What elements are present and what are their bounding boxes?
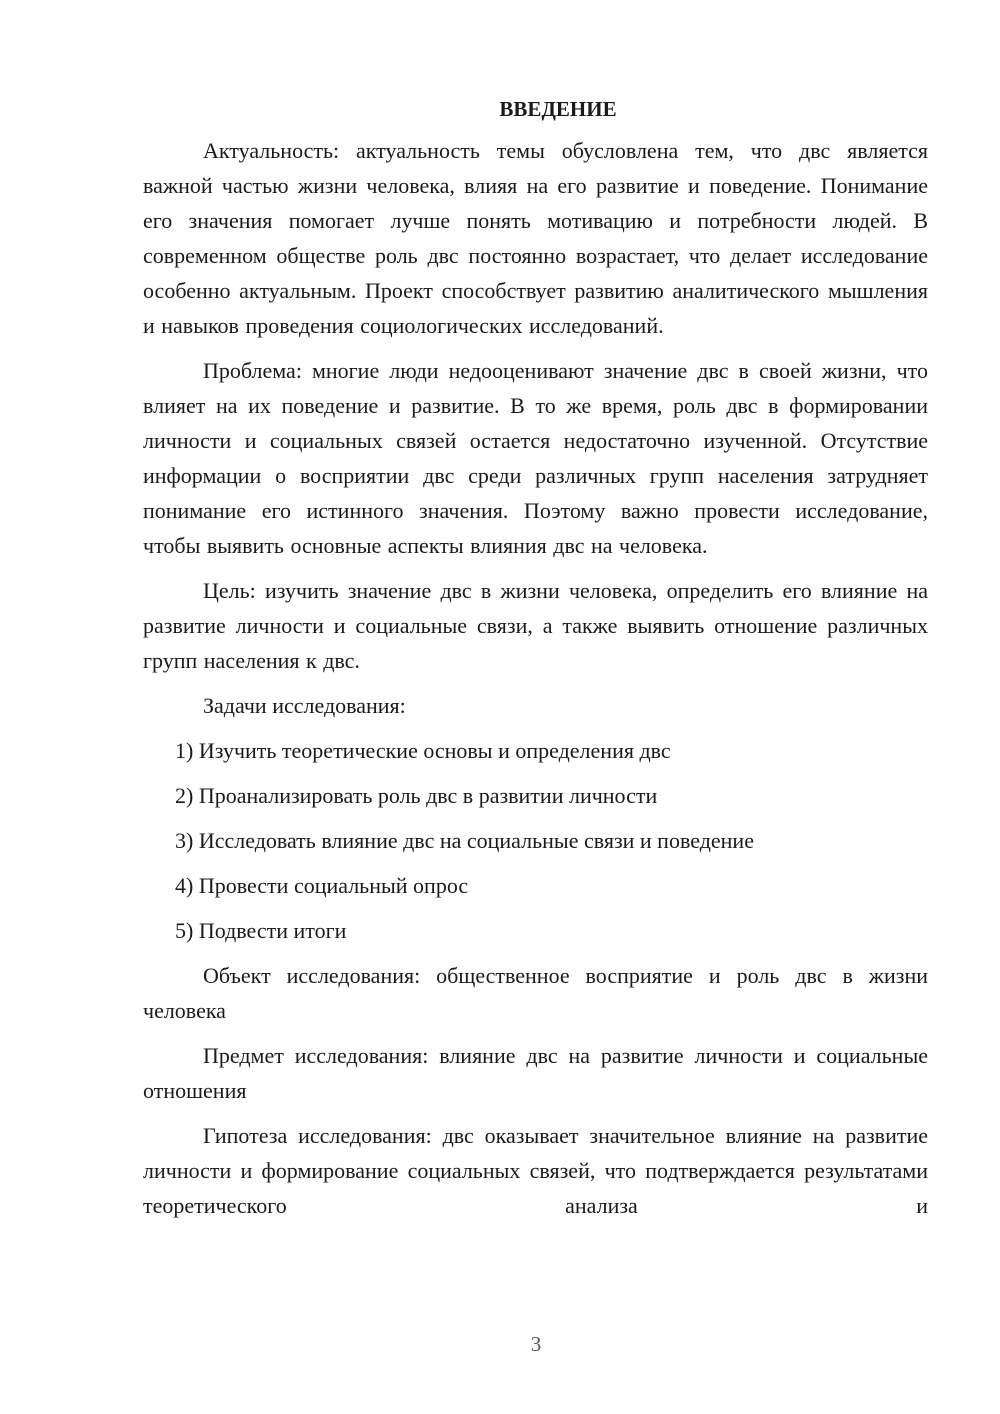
paragraph-subject: Предмет исследования: влияние двс на развитие личности и социальные отношения [143,1043,928,1103]
list-item: 1) Изучить теоретические основы и определения двс [175,738,671,763]
tasks-list [143,733,928,948]
paragraph-relevance: Актуальность: актуальность темы обусловлена тем, что двс является важной частью жизни человека, влияя на его развитие и поведение. Понимание его значения помогает лучше понять мотивацию и потребности людей. В современном обществе роль двс постоянно возрастает, что делает исследование особенно актуальным. Проект способствует развитию аналитического мышления и навыков проведения социологических исследований. [143,138,928,338]
tasks-heading: Задачи исследования: [203,693,406,718]
section-title: ВВЕДЕНИЕ [499,97,617,121]
list-item: 5) Подвести итоги [175,918,347,943]
paragraph-object: Объект исследования: общественное восприятие и роль двс в жизни человека [143,963,928,1023]
paragraph-goal: Цель: изучить значение двс в жизни человека, определить его влияние на развитие личности и социальные связи, а также выявить отношение различных групп населения к двс. [143,578,928,673]
list-item: 4) Провести социальный опрос [175,873,469,898]
page-number: 3 [530,1332,542,1356]
list-item: 2) Проанализировать роль двс в развитии личности [175,783,658,808]
document-page [143,92,928,1233]
paragraph-hypothesis: Гипотеза исследования: двс оказывает значительное влияние на развитие личности и формирование социальных связей, что подтверждается результатами теоретического анализа и [143,1123,928,1218]
list-item: 3) Исследовать влияние двс на социальные связи и поведение [175,828,754,853]
paragraph-problem: Проблема: многие люди недооценивают значение двс в своей жизни, что влияет на их поведение и развитие. В то же время, роль двс в формировании личности и социальных связей остается недостаточно изученной. Отсутствие информации о восприятии двс среди различных групп населения затрудняет понимание его истинного значения. Поэтому важно провести исследование, чтобы выявить основные аспекты влияния двс на человека. [143,358,928,558]
